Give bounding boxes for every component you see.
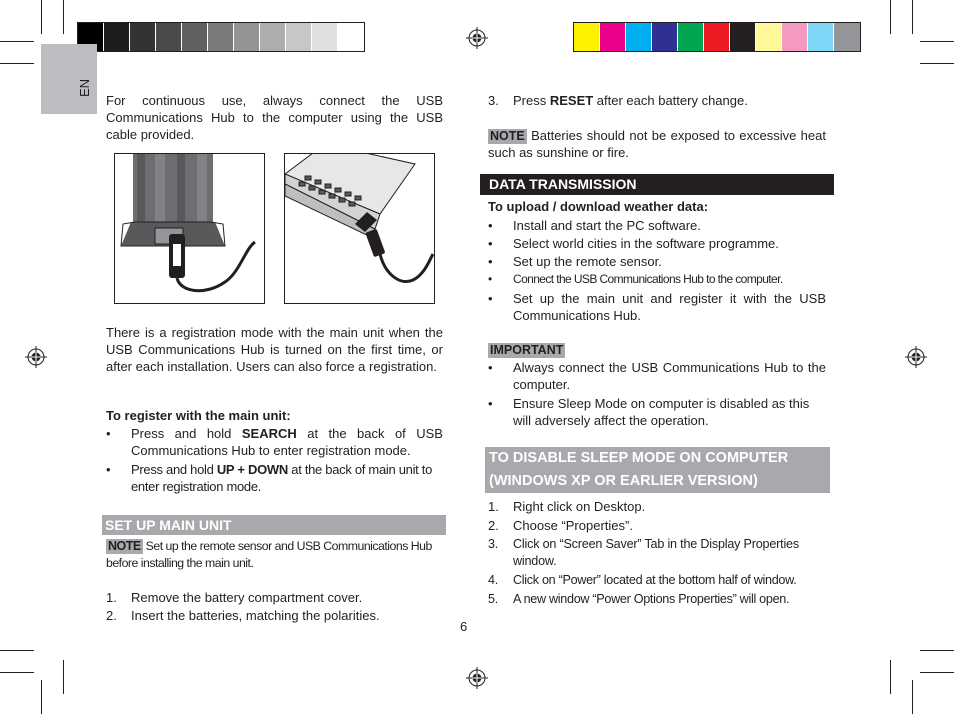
section-heading-disable-sleep <box>485 447 830 493</box>
page-number: 6 <box>460 619 468 634</box>
setup-note <box>106 538 446 572</box>
bullet-icon: • <box>488 272 492 286</box>
step-number: 3. <box>488 537 499 551</box>
list-item <box>488 217 826 234</box>
list-item-text: Select world cities in the software programme. <box>513 236 779 251</box>
crop-mark <box>63 660 64 694</box>
crop-mark <box>920 650 954 651</box>
registration-mark-icon <box>466 667 488 689</box>
process-color-swatch <box>756 23 782 51</box>
upload-list <box>488 217 826 324</box>
sleep-steps <box>488 498 826 608</box>
list-item <box>488 271 826 288</box>
heading-line-2: (WINDOWS XP OR EARLIER VERSION) <box>489 473 758 489</box>
register-bullets <box>106 425 443 495</box>
list-item <box>106 425 443 459</box>
language-tab-label: EN <box>77 78 92 98</box>
process-color-bar <box>573 22 861 52</box>
note-label: NOTE <box>108 539 141 553</box>
heading-line-1: TO DISABLE SLEEP MODE ON COMPUTER <box>489 450 789 466</box>
crop-mark <box>41 680 42 714</box>
crop-mark <box>0 63 34 64</box>
step-text: Click on “Screen Saver” Tab in the Display Properties window. <box>513 537 799 568</box>
list-item <box>106 607 446 624</box>
process-color-swatch <box>782 23 808 51</box>
list-item <box>488 395 826 429</box>
greyscale-color-bar <box>77 22 365 52</box>
bullet-icon: • <box>488 236 493 251</box>
button-name-reset: RESET <box>549 93 594 108</box>
step-number: 2. <box>106 608 117 623</box>
step-number: 5. <box>488 592 498 606</box>
list-item <box>488 359 826 393</box>
greyscale-swatch <box>234 23 260 51</box>
process-color-swatch <box>574 23 600 51</box>
button-name-up-down: UP + DOWN <box>216 462 288 477</box>
step-number: 2. <box>488 518 499 533</box>
registration-mark-icon <box>905 346 927 368</box>
crop-mark <box>41 0 42 34</box>
list-item-text: Set up the main unit and register it with the USB Communications Hub. <box>513 291 826 323</box>
list-item <box>106 461 443 495</box>
step-text: A new window “Power Options Properties” will open. <box>513 592 790 606</box>
registration-mark-icon <box>25 346 47 368</box>
note-text: Set up the remote sensor and USB Communications Hub before installing the main unit. <box>106 539 432 570</box>
bullet-icon: • <box>488 254 493 269</box>
laptop-usb-illustration <box>284 153 435 304</box>
list-item <box>488 498 826 515</box>
step-number: 1. <box>106 590 117 605</box>
battery-note <box>488 127 826 161</box>
important-label: IMPORTANT <box>490 343 564 357</box>
step-number: 4. <box>488 573 498 587</box>
crop-mark <box>912 680 913 714</box>
crop-mark <box>920 63 954 64</box>
crop-mark <box>0 672 34 673</box>
text-run: Press and hold <box>131 462 217 477</box>
bullet-icon: • <box>488 291 493 306</box>
list-item-text: Connect the USB Communications Hub to the computer. <box>513 272 783 286</box>
crop-mark <box>63 0 64 34</box>
greyscale-swatch <box>208 23 234 51</box>
list-item <box>106 589 446 606</box>
important-block <box>488 341 826 358</box>
intro-paragraph: For continuous use, always connect the USB Communications Hub to the computer using the USB cable provided. <box>106 93 443 142</box>
language-tab <box>41 44 97 114</box>
greyscale-swatch <box>182 23 208 51</box>
crop-mark <box>890 660 891 694</box>
note-text: Batteries should not be exposed to excessive heat such as sunshine or fire. <box>488 128 826 160</box>
text-run: Press <box>513 93 550 108</box>
crop-mark <box>920 672 954 673</box>
greyscale-swatch <box>260 23 286 51</box>
bullet-icon: • <box>106 426 111 441</box>
crop-mark <box>0 650 34 651</box>
section-heading-data-transmission: DATA TRANSMISSION <box>480 174 834 195</box>
process-color-swatch <box>600 23 626 51</box>
button-name-search: SEARCH <box>241 426 297 441</box>
step-text: Remove the battery compartment cover. <box>131 590 363 605</box>
list-item <box>488 572 826 589</box>
greyscale-swatch <box>156 23 182 51</box>
greyscale-swatch <box>338 23 364 51</box>
text-run: at the back of main unit to enter registration mode. <box>131 462 433 494</box>
crop-mark <box>912 0 913 34</box>
step-3 <box>488 92 826 109</box>
list-item-text: Install and start the PC software. <box>513 218 701 233</box>
greyscale-swatch <box>312 23 338 51</box>
step-text: Insert the batteries, matching the polarities. <box>131 608 380 623</box>
list-item <box>488 290 826 324</box>
crop-mark <box>0 41 34 42</box>
important-list <box>488 359 826 429</box>
crop-mark <box>890 0 891 34</box>
step-text: Choose “Properties”. <box>513 518 633 533</box>
usb-hub-illustration <box>114 153 265 304</box>
text-run: at the back of USB Communications Hub to enter registration mode. <box>131 426 443 458</box>
text-run: after each battery change. <box>593 93 748 108</box>
step-number: 3. <box>488 93 499 108</box>
step-number: 1. <box>488 499 499 514</box>
list-item <box>488 235 826 252</box>
list-item <box>488 517 826 534</box>
registration-mark-icon <box>466 27 488 49</box>
registration-paragraph: There is a registration mode with the main unit when the USB Communications Hub is turned on the first time, or after each installation. Users can also force a registration. <box>106 325 443 374</box>
bullet-icon: • <box>488 396 493 411</box>
process-color-swatch <box>730 23 756 51</box>
section-heading-setup: SET UP MAIN UNIT <box>102 515 446 535</box>
bullet-icon: • <box>106 462 111 477</box>
list-item <box>488 253 826 270</box>
process-color-swatch <box>704 23 730 51</box>
bullet-icon: • <box>488 218 493 233</box>
process-color-swatch <box>626 23 652 51</box>
step-text: Right click on Desktop. <box>513 499 646 514</box>
process-color-swatch <box>834 23 860 51</box>
list-item <box>488 591 826 608</box>
note-label: NOTE <box>490 129 525 143</box>
process-color-swatch <box>652 23 678 51</box>
step-text: Click on “Power” located at the bottom half of window. <box>513 573 797 587</box>
setup-steps <box>106 589 446 624</box>
process-color-swatch <box>808 23 834 51</box>
list-item <box>488 92 826 109</box>
greyscale-swatch <box>130 23 156 51</box>
bullet-icon: • <box>488 360 493 375</box>
text-run: Press and hold <box>131 426 242 441</box>
greyscale-swatch <box>104 23 130 51</box>
list-item-text: Ensure Sleep Mode on computer is disabled as this will adversely affect the operation. <box>513 396 810 428</box>
greyscale-swatch <box>286 23 312 51</box>
process-color-swatch <box>678 23 704 51</box>
upload-heading: To upload / download weather data: <box>488 199 709 214</box>
register-heading: To register with the main unit: <box>106 408 291 423</box>
crop-mark <box>920 41 954 42</box>
list-item-text: Set up the remote sensor. <box>513 254 662 269</box>
list-item <box>488 536 826 570</box>
list-item-text: Always connect the USB Communications Hub to the computer. <box>513 360 826 392</box>
